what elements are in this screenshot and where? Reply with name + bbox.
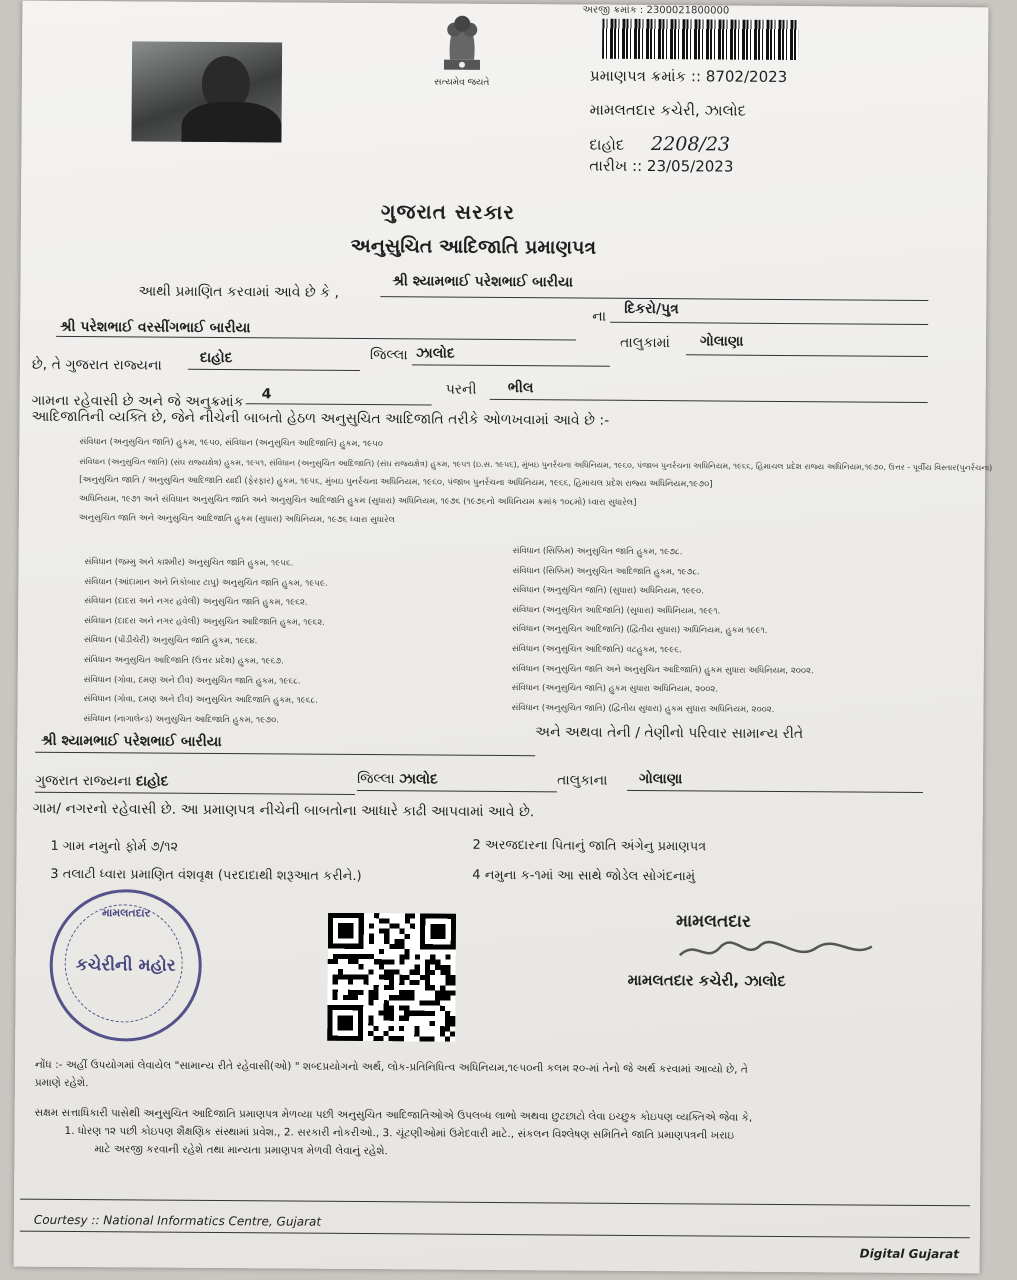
relation: દિકરો/પુત્ર [624, 300, 679, 318]
legal-references [78, 433, 993, 534]
serial-number: 4 [261, 386, 272, 403]
office-name: મામલતદાર કચેરી, ઝાલોદ [589, 100, 747, 120]
tribe-name: ભીલ [507, 380, 534, 397]
signatory-title: મામલતદાર [675, 911, 751, 932]
applicant-name: શ્રી શ્યામભાઈ પરેશભાઈ બારીયા [392, 273, 573, 291]
father-name: શ્રી પરેશભાઈ વરસીંગભાઈ બારીયા [60, 318, 251, 337]
village-2: ગોલાણા [638, 770, 683, 788]
state-label: છે, તે ગુજરાત રાજ્યના [31, 356, 162, 374]
document-item: 1 ગામ નમુનો ફોર્મ ૭/૧૨ [50, 838, 179, 855]
legal-line: સંવિધાન (અનુસુચિત જાતિ) હુકમ, ૧૯૫૦, સંવિધાન (અનુસુચિત આદિજાતિ) હુકમ, ૧૯૫૦ [79, 437, 383, 450]
and-or-label: અને અથવા તેની / તેણીનો પરિવાર સામાન્ય રીતે [535, 724, 804, 743]
note-1: નોંધ :- અહીં ઉપયોગમાં લેવાયેલ "સામાન્ય રીતે રહેવાસી(ઓ) " શબ્દપ્રયોગનો અર્થ, લોક-પ્રતિનિધિત્વ અધિનિયમ,૧૯૫૦ની કલમ ૨૦-માં તેનો જે અર્થ કરવામાં આવ્યો છે, તે [34, 1058, 748, 1076]
certify-label: આથી પ્રમાણિત કરવામાં આવે છે કે , [138, 283, 340, 301]
barcode [602, 19, 798, 60]
applicant-name-repeat: શ્રી શ્યામભાઈ પરેશભાઈ બારીયા [41, 732, 222, 751]
basis-line: ગામ/ નગરનો રહેવાસી છે. આ પ્રમાણપત્ર નીચેની બાબતોના આધારે કાઢી આપવામાં આવે છે. [32, 800, 535, 821]
certificate-number: પ્રમાણપત્ર ક્રમાંક :: 8702/2023 [589, 66, 788, 86]
office-seal: મામલતદાર કચેરીની મહોર [49, 889, 202, 1042]
district: દાહોદ [199, 349, 233, 367]
note-1-cont: પ્રમાણે રહેશે. [34, 1076, 89, 1090]
resident-label: ગામના રહેવાસી છે અને જે અનુક્રમાંક [31, 392, 244, 411]
note-2-items: 1. ધોરણ ૧૨ પછી કોઇપણ શૈક્ષણિક સંસ્થામાં પ્રવેશ., 2. સરકારી નોકરીઓ., 3. ચૂંટણીઓમાં ઉમેદવારી માટે., સંકલન વિશ્લેષણ સમિતિને જાતિ પ્રમાણપત્રની ખરાઇ [64, 1124, 735, 1142]
amendments-right [511, 542, 814, 720]
certificate-title: અનુસુચિત આદિજાતિ પ્રમાણપત્ર [350, 234, 597, 259]
amendments-left [83, 553, 328, 731]
district-label: જિલ્લા [369, 347, 408, 364]
document-item: 4 નમુના ક-૧માં આ સાથે જોડેલ સોગંદનામું [472, 867, 696, 885]
amendment-item: સંવિધાન (જમ્મુ અને કાશ્મીર) અનુસુચિત જાતિ હુકમ, ૧૯૫૬. [84, 557, 294, 569]
na-label: ના [592, 308, 607, 325]
applicant-photo [131, 41, 282, 142]
verification-qr-code[interactable] [327, 913, 456, 1042]
signature-icon [676, 935, 876, 966]
taluka-label: તાલુકામાં [620, 334, 671, 352]
amendment-item: સંવિધાન (અનુસુચિત જાતિ) (દ્વિતીય સુધારા) હુકમ સુધારા અધિનિયમ, ૨૦૦૨. [511, 702, 775, 715]
village: ગોલાણા [700, 333, 744, 350]
recognition-line: આદિજાતિની વ્યક્તિ છે, જેને નીચેની બાબતો હેઠળ અનુસુચિત આદિજાતિ તરીકે ઓળખવામાં આવે છે :- [31, 408, 610, 429]
amendment-item: સંવિધાન (ગોવા, દમણ અને દીવ) અનુસુચિત આદિજાતિ હુકમ, ૧૯૬૮. [83, 694, 318, 706]
legal-line: સંવિધાન (અનુસુચિત જાતિ) (સંઘ રાજ્યક્ષેત્ર) હુકમ, ૧૯૫૧, સંવિધાન (અનુસુચિત આદિજાતિ) (સંઘ રાજ્યક્ષેત્ર) હુકમ, ૧૯૫૧ (ઇ.સ. ૧૯૫૬), મુંબઇ પુનર્રચના અધિનિયમ, ૧૯૬૦, પંજાબ પુનર્રચના અધિનિયમ, ૧૯૬૬, હિમાચલ પ્રદેશ રાજ્ય અધિનિયમ,૧૯૭૦, ઉત્તર - પૂર્વીય વિસ્તાર(પુનર્રચના) [79, 457, 993, 473]
courtesy-text: Courtesy :: National Informatics Centre, Gujarat [33, 1212, 322, 1229]
amendment-item: સંવિધાન (દાદરા અને નગર હવેલી) અનુસુચિત આદિજાતિ હુકમ, ૧૯૬૨. [84, 615, 325, 628]
taluka-name: ઝાલોદ [415, 345, 455, 362]
signatory-office: મામલતદાર કચેરી, ઝાલોદ [627, 970, 786, 990]
government-title: ગુજરાત સરકાર [380, 199, 515, 225]
legal-line: અધિનિયમ, ૧૯૭૧ અને સંવિધાન અનુસુચિત જાતિ અને અનુસુચિત આદિજાતિ હુકમ (સુધારા) અધિનિયમ, ૧૯૭૬ (૧૯૭૬નો અધિનિયમ ક્રમાંક ૧૦૮મો) ધ્વારા સુધારેલ] [78, 494, 637, 508]
amendment-item: સંવિધાન (આંદામાન અને નિકોબાર ટાપુ) અનુસુચિત જાતિ હુકમ, ૧૯૫૯. [84, 576, 328, 589]
amendment-item: સંવિધાન (અનુસુચિત આદિજાતિ) (દ્વિતીય સુધારા) અધિનિયમ, હુકમ ૧૯૯૧. [512, 624, 768, 637]
amendment-item: સંવિધાન (સિક્કિમ) અનુસુચિત આદિજાતિ હુકમ, ૧૯૭૮. [512, 565, 700, 577]
brand-text: Digital Gujarat [859, 1246, 960, 1262]
emblem-motto: સત્યમેવ જયતે [434, 77, 490, 88]
amendment-item: સંવિધાન (દાદરા અને નગર હવેલી) અનુસુચિત જાતિ હુકમ, ૧૯૬૨. [84, 596, 308, 608]
office-reference: દાહોદ 2208/23 [589, 133, 731, 156]
taluka-label-2: તાલુકાના [556, 772, 608, 789]
amendment-item: સંવિધાન (પોંડીચેરી) અનુસુચિત જાતિ હુકમ, ૧૯૬૪. [83, 635, 258, 647]
amendment-item: સંવિધાન (અનુસુચિત આદિજાતિ) (સુધારા) અધિનિયમ, ૧૯૯૧. [512, 604, 721, 617]
state-label-2: ગુજરાત રાજ્યના દાહોદ [34, 772, 169, 790]
certificate-page [14, 1, 993, 1274]
amendment-item: સંવિધાન અનુસુચિત આદિજાતિ (ઉત્તર પ્રદેશ) હુકમ, ૧૯૬૭. [83, 655, 284, 667]
amendment-item: સંવિધાન (નાગાલેન્ડ) અનુસુચિત આદિજાતિ હુકમ, ૧૯૭૦. [83, 713, 280, 726]
document-item: 2 અરજદારના પિતાનું જાતિ અંગેનુ પ્રમાણપત્ર [472, 837, 707, 855]
note-2-cont: માટે અરજી કરવાની રહેશે તથા માન્યતા પ્રમાણપત્ર મેળવી લેવાનું રહેશે. [94, 1143, 388, 1158]
amendment-item: સંવિધાન (અનુસુચિત જાતિ અને અનુસુચિત આદિજાતિ) હુકમ સુધારા અધિનિયમ, ૨૦૦૨. [511, 663, 814, 676]
amendment-item: સંવિધાન (અનુસુચિત જાતિ) હુકમ સુધારા અધિનિયમ, ૨૦૦૨. [511, 683, 719, 695]
legal-line: [અનુસુચિત જાતિ / અનુસુચિત આદિજાતિ યાદી (ફેરફાર) હુકમ, ૧૯૫૬, મુંબઇ પુનર્રચના અધિનિયમ, ૧૯૬૦, પંજાબ પુનર્રચના અધિનિયમ, ૧૯૬૬, હિમાચલ પ્રદેશ રાજ્ય અધિનિયમ,૧૯૭૦] [79, 475, 713, 490]
amendment-item: સંવિધાન (અનુસુચિત જાતિ) (સુધારા) અધિનિયમ, ૧૯૯૦. [512, 585, 704, 597]
note-2: સક્ષમ સત્તાધિકારી પાસેથી અનુસુચિત આદિજાતિ પ્રમાણપત્ર મેળવ્યા પછી અનુસુચિત આદિજાતિઓએ ઉપલબ્ધ લાભો અથવા છુટછાટો લેવા ઇચ્છુક કોઇપણ વ્યક્તિએ જેવા કે, [34, 1106, 753, 1124]
par-label: પરની [445, 381, 477, 398]
amendment-item: સંવિધાન (ગોવા, દમણ અને દીવ) અનુસુચિત જાતિ હુકમ, ૧૯૬૮. [83, 674, 301, 687]
amendment-item: સંવિધાન (અનુસુચિત આદિજાતિ) વટહુકમ, ૧૯૯૬. [511, 644, 682, 656]
amendment-item: સંવિધાન (સિક્કિમ) અનુસુચિત જાતિ હુકમ, ૧૯૭૮. [512, 546, 683, 558]
legal-line: અનુસુચિત જાતિ અને અનુસુચિત આદિજાતિ હુકમ (સુધારા) અધિનિયમ, ૧૯૭૬ ધ્વારા સુધારેલ [78, 513, 395, 526]
document-item: 3 તલાટી ધ્વારા પ્રમાણિત વંશવૃક્ષ (પરદાદાથી શરૂઆત કરીને.) [50, 866, 362, 885]
application-number: અરજી ક્રમાંક : 2300021800000 [582, 4, 730, 17]
district-label-2: જિલ્લા ઝાલોદ [356, 770, 438, 788]
issue-date: તારીખ :: 23/05/2023 [589, 156, 734, 176]
